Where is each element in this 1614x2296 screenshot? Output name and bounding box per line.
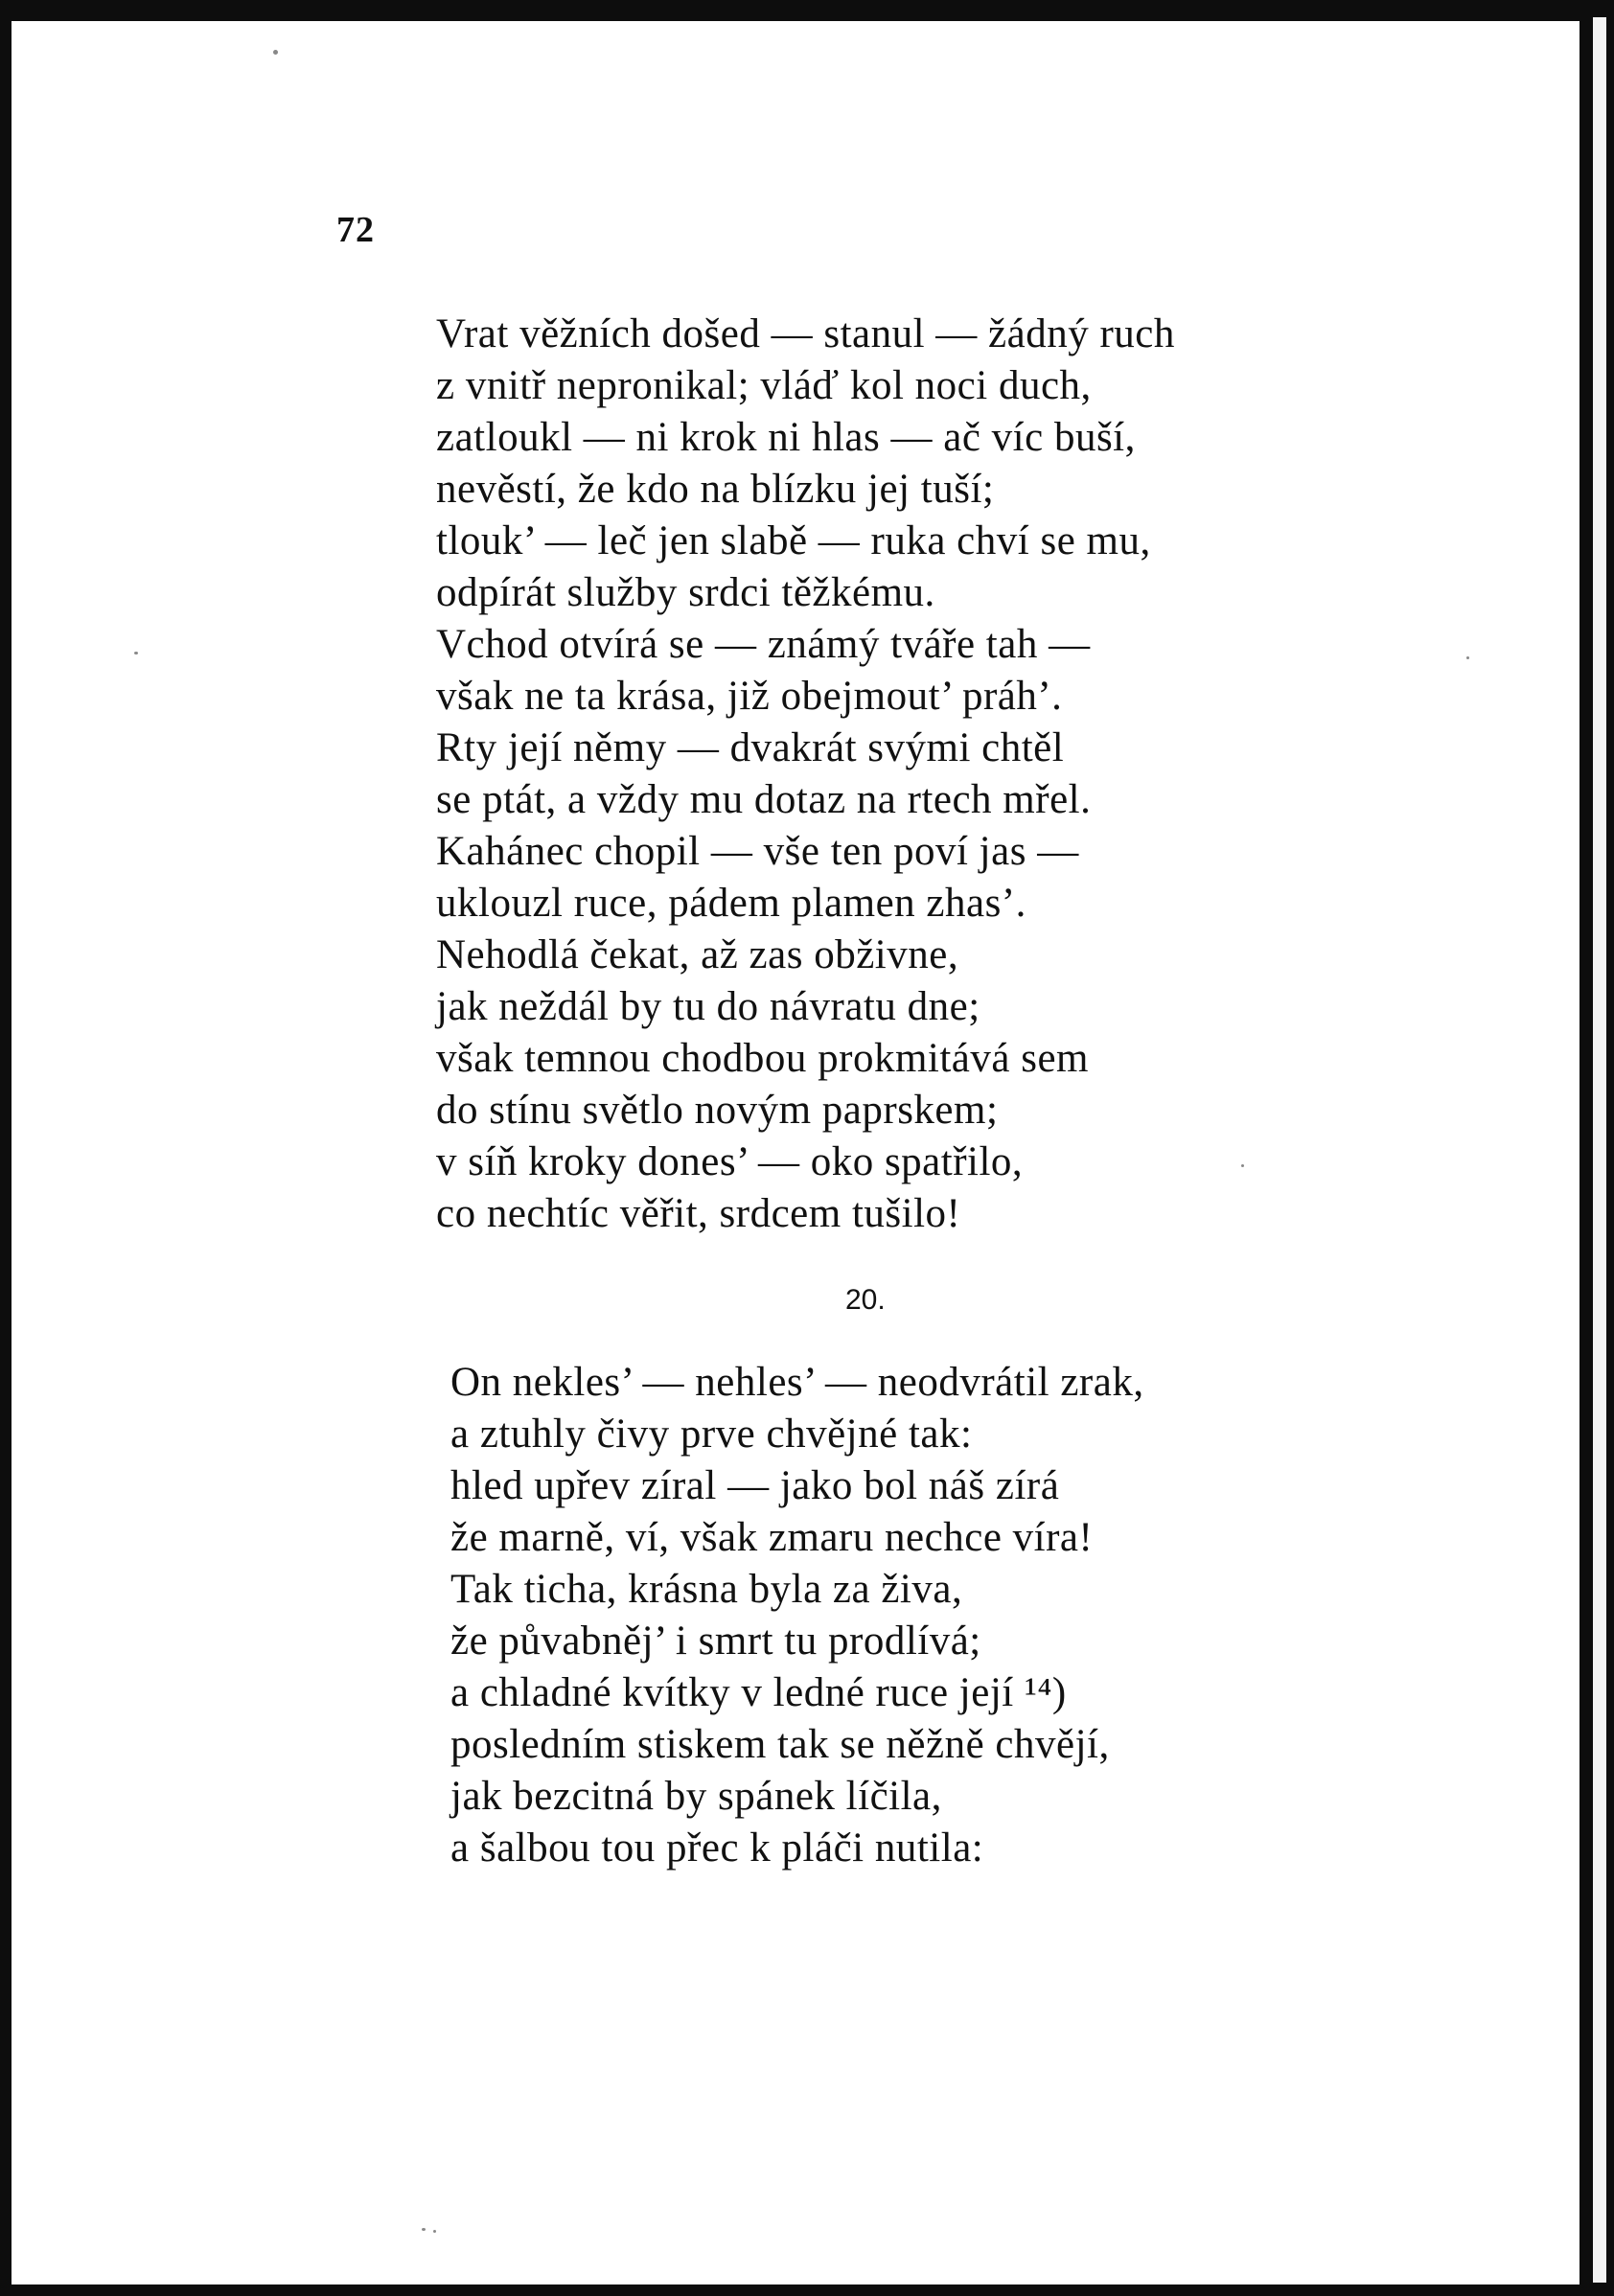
scan-speck — [1241, 1164, 1244, 1167]
verse-line: Kahánec chopil — vše ten poví jas — — [436, 829, 1079, 874]
verse-line: a ztuhly čivy prve chvějné tak: — [450, 1412, 973, 1457]
verse-line: že marně, ví, však zmaru nechce víra! — [450, 1515, 1094, 1560]
section-number: 20. — [845, 1284, 886, 1316]
verse-line: zatloukl — ni krok ni hlas — ač víc buší, — [436, 415, 1136, 460]
scan-speck — [433, 2230, 436, 2233]
verse-line: Vrat věžních došed — stanul — žádný ruch — [436, 311, 1175, 356]
verse-line: však ne ta krása, již obejmout’ práh’. — [436, 674, 1063, 719]
verse-line: co nechtíc věřit, srdcem tušilo! — [436, 1191, 961, 1236]
verse-line: se ptát, a vždy mu dotaz na rtech mřel. — [436, 777, 1092, 822]
verse-line: On nekles’ — nehles’ — neodvrátil zrak, — [450, 1360, 1144, 1405]
page-number: 72 — [336, 210, 375, 250]
scan-speck — [422, 2228, 426, 2231]
verse-line: Vchod otvírá se — známý tváře tah — — [436, 622, 1091, 667]
verse-line: a šalbou tou přec k pláči nutila: — [450, 1825, 984, 1871]
verse-line: do stínu světlo novým paprskem; — [436, 1088, 999, 1133]
stanza-2 — [450, 1357, 1144, 1874]
verse-line: v síň kroky dones’ — oko spatřilo, — [436, 1139, 1024, 1184]
verse-line: posledním stiskem tak se něžně chvějí, — [450, 1722, 1110, 1767]
verse-line: že půvabněj’ i smrt tu prodlívá; — [450, 1619, 981, 1664]
verse-line: odpírát služby srdci těžkému. — [436, 570, 935, 615]
verse-line: z vnitř nepronikal; vláď kol noci duch, — [436, 363, 1092, 408]
scan-speck — [1466, 656, 1469, 659]
verse-line: jak neždál by tu do návratu dne; — [436, 984, 980, 1029]
verse-line: nevěstí, že kdo na blízku jej tuší; — [436, 467, 995, 512]
scan-speck — [273, 50, 278, 55]
scan-speck — [134, 652, 138, 654]
verse-line: tlouk’ — leč jen slabě — ruka chví se mu, — [436, 518, 1151, 563]
verse-line: a chladné kvítky v ledné ruce její ¹⁴) — [450, 1670, 1067, 1715]
verse-line: Rty její němy — dvakrát svými chtěl — [436, 725, 1065, 770]
verse-line: jak bezcitná by spánek líčila, — [450, 1774, 942, 1819]
verse-line: Tak ticha, krásna byla za živa, — [450, 1567, 963, 1612]
next-page-edge — [1593, 17, 1606, 2283]
verse-line: však temnou chodbou prokmitává sem — [436, 1036, 1089, 1081]
verse-line: uklouzl ruce, pádem plamen zhas’. — [436, 881, 1026, 926]
verse-line: hled upřev zíral — jako bol náš zírá — [450, 1463, 1060, 1508]
verse-line: Nehodlá čekat, až zas obživne, — [436, 932, 959, 977]
stanza-1 — [436, 309, 1175, 1240]
